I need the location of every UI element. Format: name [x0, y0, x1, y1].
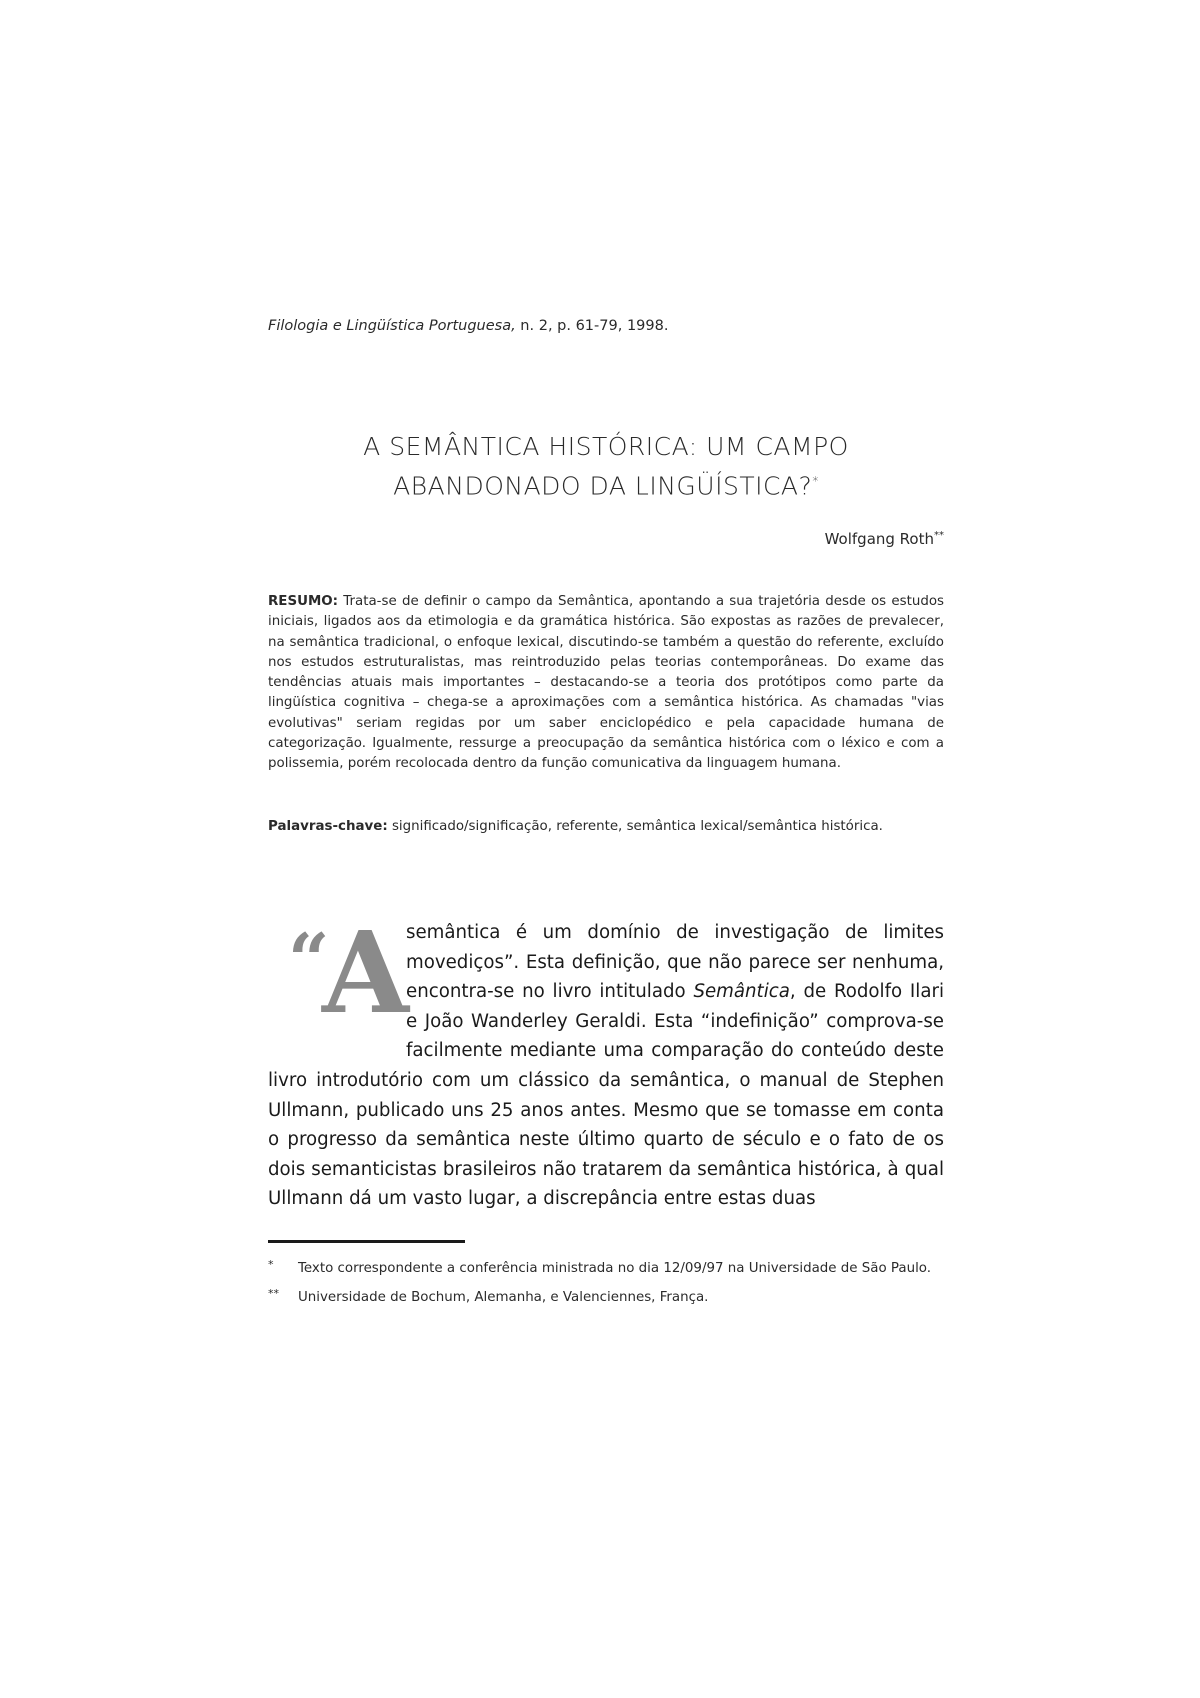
footnote-item — [268, 1287, 944, 1308]
footnotes — [268, 1258, 944, 1316]
opening-quote-mark: “ — [288, 917, 330, 1002]
abstract-label: RESUMO: — [268, 594, 339, 609]
keywords — [268, 819, 968, 834]
citation-details: n. 2, p. 61-79, 1998. — [515, 318, 669, 334]
footnote-text: Texto correspondente a conferência ministrada no dia 12/09/97 na Universidade de São Paulo. — [298, 1261, 932, 1276]
title-line-2: ABANDONADO DA LINGÜÍSTICA? — [393, 471, 813, 501]
journal-citation — [268, 318, 968, 334]
keywords-text: significado/significação, referente, semântica lexical/semântica histórica. — [387, 819, 883, 834]
author-name: Wolfgang Roth — [824, 530, 934, 548]
footnote-item — [268, 1258, 944, 1279]
body-text-rest: , de Rodolfo Ilari e João Wanderley Geraldi. Esta “indefinição” comprova-se facilmente mediante uma comparação do conteúdo deste livro introdutório com um clássico da semântica, o manual de Stephen Ullmann, publicado uns 25 anos antes. Mesmo que se tomasse em conta o progresso da semântica neste último quarto de século e o fato de os dois semanticistas brasileiros não tratarem da semântica histórica, à qual Ullmann dá um vasto lugar, a discrepância entre estas duas — [268, 981, 944, 1210]
body-text-start: semântica é um domínio de investigação de limites movediços”. Esta definição, que não parece ser nenhuma, encontra-se no livro intitulado — [406, 922, 944, 1003]
drop-cap — [268, 908, 409, 1039]
article-title — [268, 430, 944, 503]
body-paragraph — [268, 908, 944, 1214]
author-footnote-mark: ** — [934, 530, 944, 541]
title-footnote-mark: * — [812, 474, 819, 488]
keywords-label: Palavras-chave: — [268, 819, 388, 834]
author-byline — [268, 530, 944, 548]
abstract-text: Trata-se de definir o campo da Semântica, apontando a sua trajetória desde os estudos iniciais, ligados aos da etimologia e da gramática histórica. São expostas as razões de prevalecer, na semântica tradicional, o enfoque lexical, discutindo-se também a questão do referente, excluído nos estudos estruturalistas, mas reintroduzido pelas teorias contemporâneas. Do exame das tendências atuais mais importantes – destacando-se a teoria dos protótipos como parte da lingüística cognitiva – chega-se a aproximações com a semântica histórica. As chamadas "vias evolutivas" seriam regidas por um saber enciclopédico e pela capacidade humana de categorização. Igualmente, ressurge a preocupação da semântica histórica com o léxico e com a polissemia, porém recolocada dentro da função comunicativa da linguagem humana. — [268, 594, 944, 772]
book-title-italic: Semântica — [693, 981, 790, 1003]
footnote-divider — [268, 1240, 465, 1243]
drop-cap-letter: A — [322, 908, 409, 1039]
title-line-1: A SEMÂNTICA HISTÓRICA: UM CAMPO — [363, 432, 849, 461]
footnote-mark: ** — [268, 1287, 279, 1300]
journal-name: Filologia e Lingüística Portuguesa, — [268, 318, 516, 334]
abstract — [268, 592, 944, 775]
footnote-text: Universidade de Bochum, Alemanha, e Valenciennes, França. — [298, 1290, 709, 1305]
footnote-mark: * — [268, 1258, 274, 1271]
